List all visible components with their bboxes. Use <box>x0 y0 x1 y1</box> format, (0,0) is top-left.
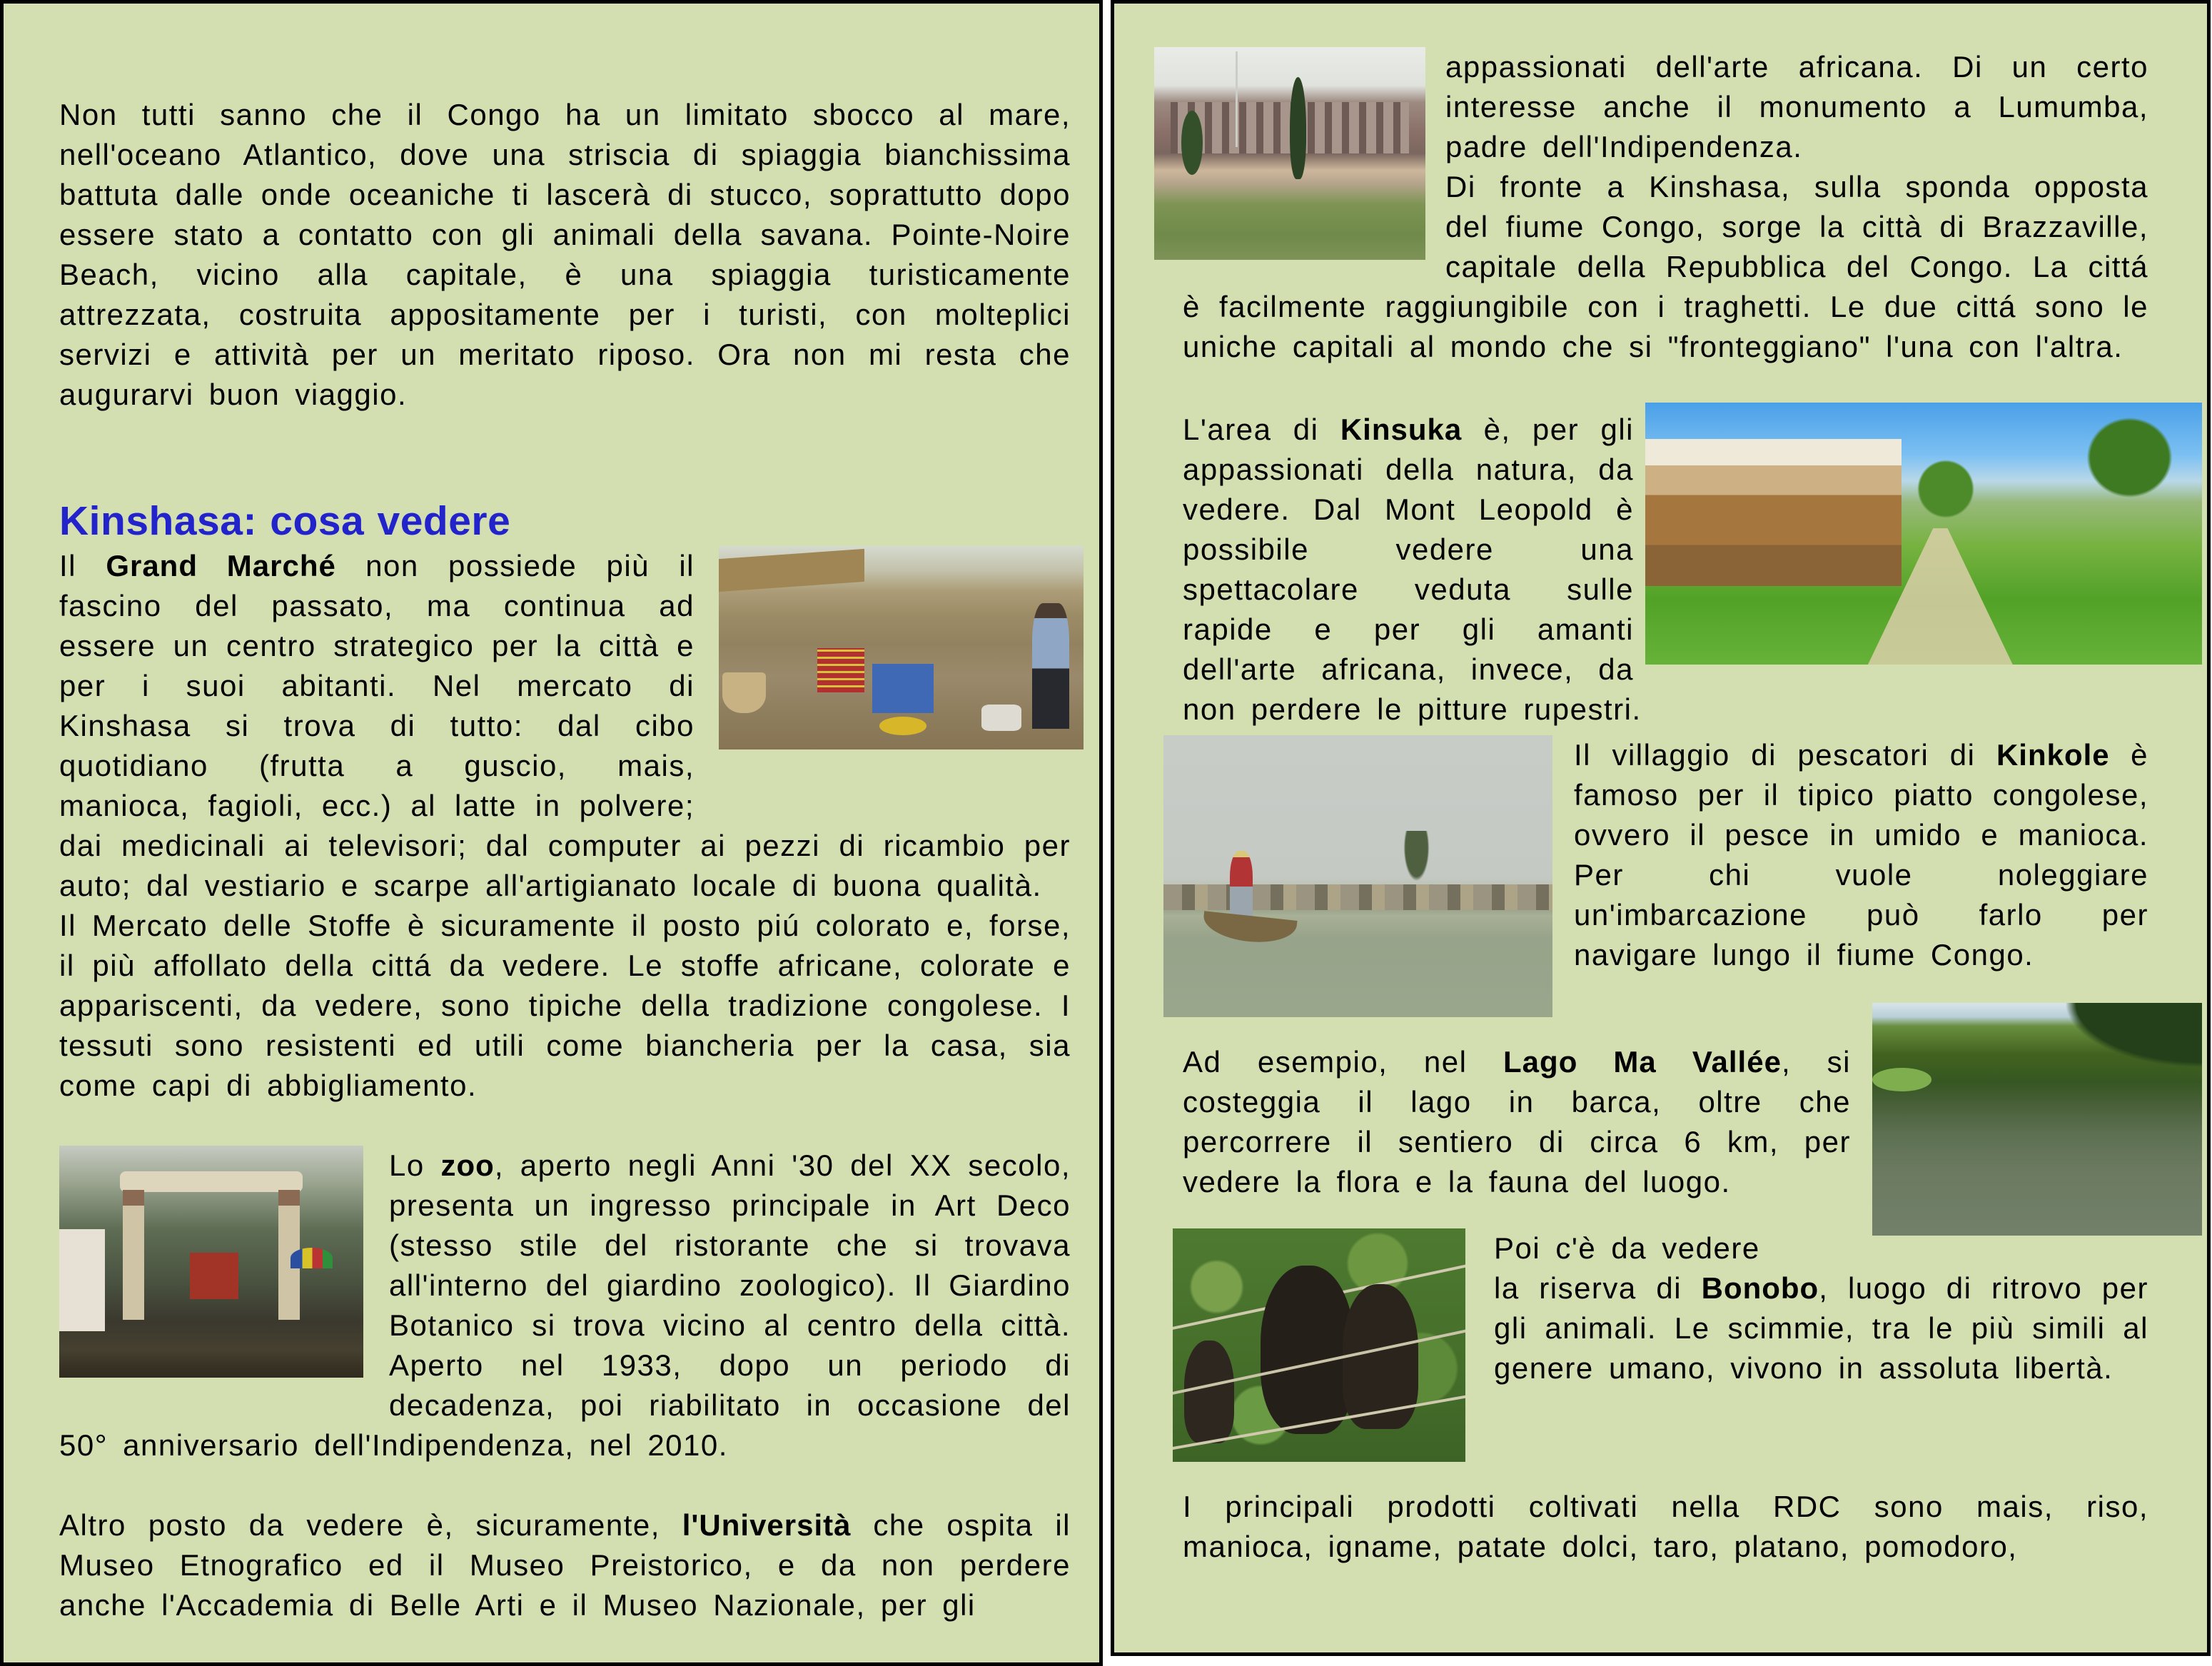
fisherman-photo-palm <box>1397 831 1436 899</box>
kinkole-block <box>1183 735 2148 1042</box>
zoo-photo-sign <box>120 1171 303 1192</box>
page-left <box>0 0 1103 1666</box>
kinsuka-photo-palm-2 <box>1912 455 1979 522</box>
lake-photo <box>1872 1003 2202 1236</box>
kinsuka-text-post: è, per gli appassionati della natura, da vedere. Dal Mont Leopold è possibile vedere una spettacolare veduta sulle rapide e per gli amanti dell'arte africana, invece, da non perdere le pitture rupestri. <box>1183 413 1642 726</box>
kinkole-bold: Kinkole <box>1996 738 2110 772</box>
bonobo-photo-ape-3 <box>1184 1341 1234 1443</box>
university-text-pre: Altro posto da vedere è, sicuramente, <box>59 1508 682 1542</box>
lake-photo-bank <box>1872 1068 1931 1091</box>
intro-paragraph: Non tutti sanno che il Congo ha un limitato sbocco al mare, nell'oceano Atlantico, dove una striscia di spiaggia bianchissima battuta dalle onde oceaniche ti lascerà di stucco, soprattutto dopo essere stato a contatto con gli animali della savana. Pointe-Noire Beach, vicino alla capitale, è una spiaggia turisticamente attrezzata, costruita appositamente per i turisti, con molteplici servizi e attività per un meritato riposo. Ora non mi resta che augurarvi buon viaggio. <box>59 98 1071 411</box>
kinkole-text-pre: Il villaggio di pescatori di <box>1574 738 1996 772</box>
fisherman-photo-figure <box>1230 851 1253 916</box>
bonobo-text-pre: la riserva di <box>1494 1271 1702 1305</box>
zoo-photo-truck <box>190 1253 238 1299</box>
market-photo-tarp <box>872 664 934 712</box>
building-photo-flagpole <box>1236 51 1238 147</box>
market-photo <box>719 546 1084 749</box>
lago-block <box>1183 1042 2148 1236</box>
kinsuka-text-pre: L'area di <box>1183 413 1340 446</box>
grand-marche-block <box>59 546 1071 1106</box>
blank-line <box>59 1106 1071 1146</box>
zoo-photo <box>59 1146 363 1378</box>
zoo-bold: zoo <box>440 1148 495 1182</box>
stoffe-paragraph: Il Mercato delle Stoffe è sicuramente il posto piú colorato e, forse, il più affollato della cittá da vedere. Le stoffe africane, colorate e appariscenti, da vedere, sono tipiche della tradizione congolese. I tessuti sono resistenti ed utili come biancheria per la casa, sia come capi di abbigliamento. <box>59 909 1071 1102</box>
kinsuka-bold: Kinsuka <box>1340 413 1463 446</box>
grand-marche-text-post: non possiede più il fascino del passato, ma continua ad essere un centro strategico per la città e per i suoi abitanti. Nel mercato di Kinshasa si trova di tutto: dal cibo quotidiano (frutta a guscio, mais, manioca, fagioli, ecc.) al latte in polvere; dai medicinali ai televisori; dal computer ai pezzi di ricambio per auto; dal vestiario e scarpe all'artigianato locale di buona qualità. <box>59 549 1071 902</box>
building-photo-shrub <box>1181 111 1203 174</box>
bonobo-photo-ape <box>1261 1266 1354 1433</box>
bonobo-text-post: , luogo di ritrovo per gli animali. Le scimmie, tra le più simili al genere umano, vivono in assoluta libertà. <box>1494 1271 2148 1385</box>
market-photo-goods <box>817 648 864 693</box>
bonobo-photo <box>1173 1228 1465 1462</box>
university-text-post: che ospita il Museo Etnografico ed il Museo Preistorico, e da non perdere anche l'Accademia di Belle Arti e il Museo Nazionale, per gli <box>59 1508 1071 1622</box>
blank-line <box>59 1465 1071 1505</box>
university-bold: l'Università <box>682 1508 852 1542</box>
zoo-photo-pillar-left <box>123 1190 144 1320</box>
lago-bold: Lago Ma Vallée <box>1503 1045 1782 1079</box>
market-photo-sack <box>981 705 1021 731</box>
kinsuka-photo-building <box>1645 439 1902 586</box>
kinsuka-block <box>1183 410 2148 729</box>
zoo-text-pre: Lo <box>389 1148 441 1182</box>
bonobo-bold: Bonobo <box>1701 1271 1819 1305</box>
section-heading: Kinshasa: cosa vedere <box>59 498 511 544</box>
fisherman-photo-canoe <box>1201 911 1297 946</box>
lago-text-post: , si costeggia il lago in barca, oltre che percorrere il sentiero di circa 6 km, per vedere la flora e la fauna del luogo. <box>1183 1045 1851 1198</box>
lago-text-pre: Ad esempio, nel <box>1183 1045 1504 1079</box>
fisherman-photo-village <box>1163 884 1552 910</box>
page-right <box>1111 0 2211 1656</box>
university-building-photo <box>1154 47 1425 260</box>
market-photo-figure <box>1032 603 1069 729</box>
building-photo-cypress <box>1290 77 1306 179</box>
zoo-block <box>59 1146 1071 1465</box>
zoo-text-post: , aperto negli Anni '30 del XX secolo, presenta un ingresso principale in Art Deco (stesso stile del ristorante che si trovava all'interno del giardino zoologico). Il Giardino Botanico si trova vicino al centro della città. Aperto nel 1933, dopo un periodo di decadenza, poi riabilitato in occasione del 50° anniversario dell'Indipendenza, nel 2010. <box>59 1148 1071 1462</box>
lake-photo-branches <box>2054 1003 2202 1073</box>
market-photo-flipflops <box>879 717 926 735</box>
market-photo-canopy <box>719 549 864 592</box>
university-paragraph <box>59 1505 1071 1625</box>
kinkole-text-post: è famoso per il tipico piatto congolese, ovvero il pesce in umido e manioca. Per chi vuole noleggiare un'imbarcazione può farlo per navigare lungo il fiume Congo. <box>1574 738 2148 971</box>
kinsuka-photo-palm <box>2079 410 2179 505</box>
kinsuka-photo <box>1645 403 2202 665</box>
arts-continuation-paragraph: appassionati dell'arte africana. Di un certo interesse anche il monumento a Lumumba, padre dell'Indipendenza. <box>1445 50 2148 163</box>
crops-paragraph: I principali prodotti coltivati nella RDC sono mais, riso, manioca, igname, patate dolci, taro, platano, pomodoro, <box>1183 1490 2148 1563</box>
fisherman-photo <box>1163 735 1552 1017</box>
bonobo-block <box>1183 1228 2148 1487</box>
lumumba-brazzaville-block <box>1183 47 2148 367</box>
zoo-photo-umbrella <box>291 1248 333 1268</box>
zoo-photo-wall <box>59 1229 105 1331</box>
bonobo-text-line1: Poi c'è da vedere <box>1494 1231 1760 1265</box>
grand-marche-text-pre: Il <box>59 549 106 582</box>
grand-marche-bold: Grand Marché <box>106 549 336 582</box>
market-photo-basket <box>722 672 766 713</box>
brazzaville-paragraph: Di fronte a Kinshasa, sulla sponda opposta del fiume Congo, sorge la città di Brazzaville, capitale della Repubblica del Congo. La cittá è facilmente raggiungibile con i traghetti. Le due cittá sono le uniche capitali al mondo che si "fronteggiano" l'una con l'altra. <box>1183 170 2148 363</box>
